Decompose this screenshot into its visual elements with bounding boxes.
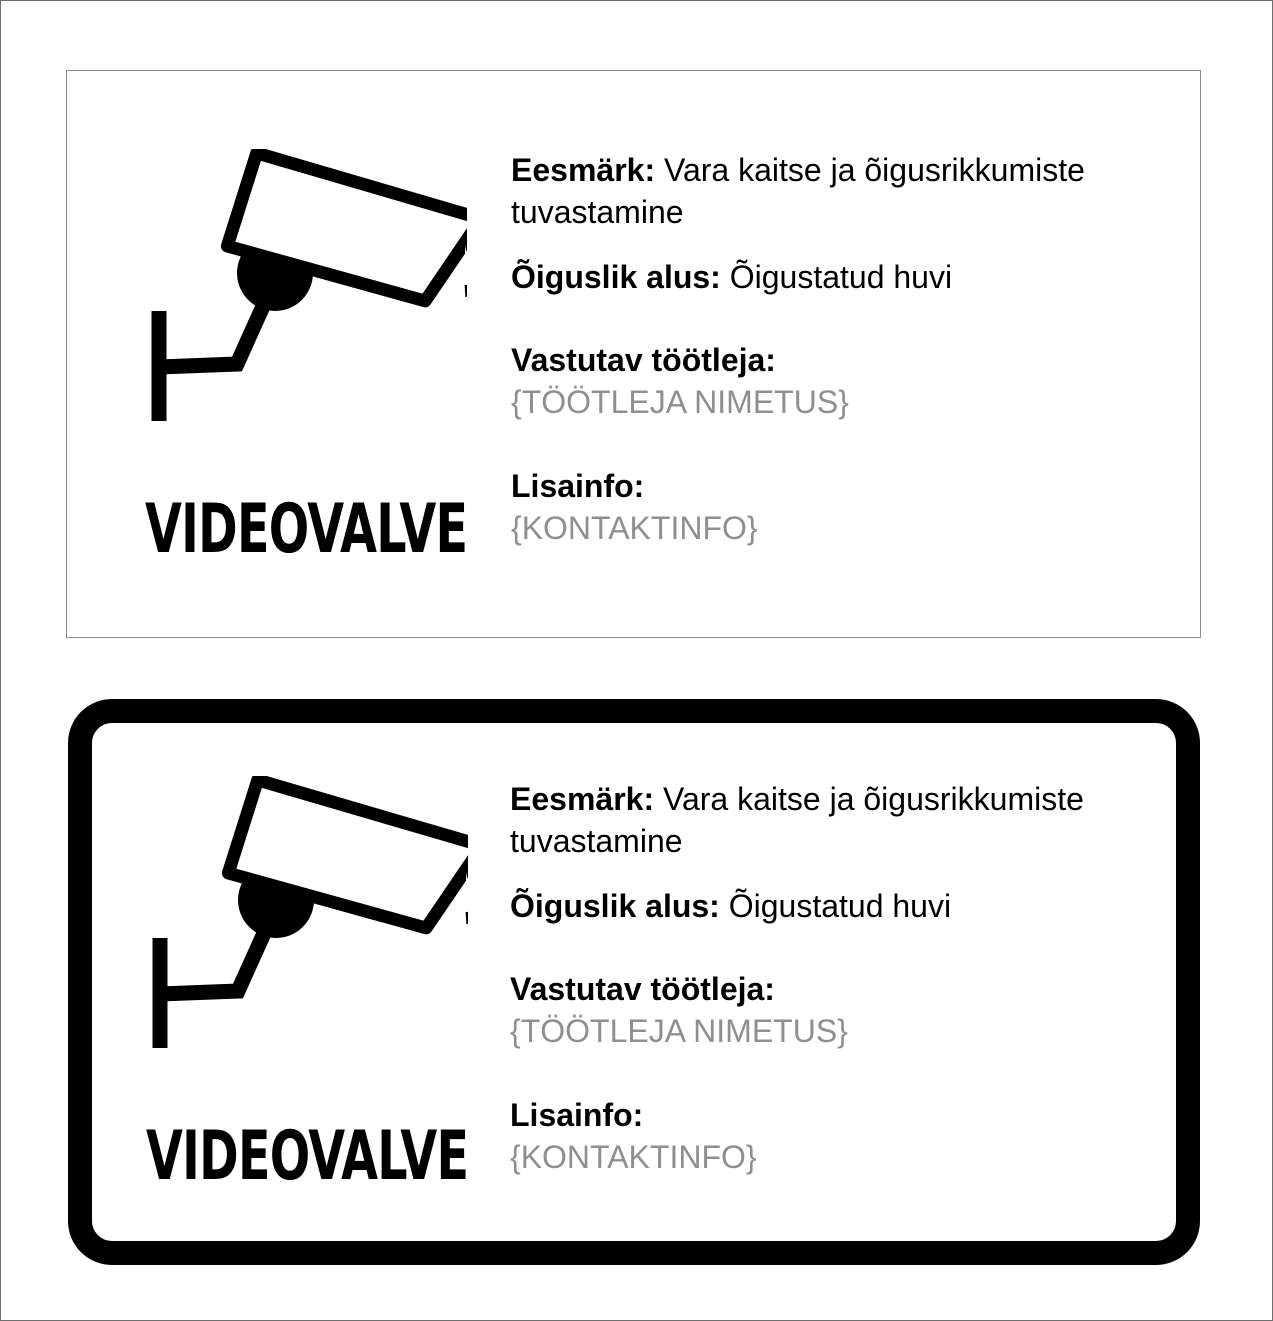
- legal-basis-value: Õigustatud huvi: [729, 259, 953, 295]
- controller-label: Vastutav töötleja:: [511, 342, 776, 378]
- additional-info-field: [510, 1094, 1150, 1178]
- legal-basis-label: Õiguslik alus:: [510, 888, 720, 924]
- legal-basis-field: [511, 256, 1151, 298]
- legal-basis-value: Õigustatud huvi: [728, 888, 952, 924]
- additional-info-label: Lisainfo:: [510, 1097, 644, 1133]
- purpose-label: Eesmärk:: [510, 781, 655, 817]
- cctv-camera-icon: [147, 149, 467, 439]
- sign-title: VIDEOVALVE: [146, 1117, 469, 1196]
- additional-info-field: [511, 465, 1151, 549]
- controller-value: {TÖÖTLEJA NIMETUS}: [510, 1013, 848, 1049]
- purpose-field: [510, 778, 1150, 862]
- video-surveillance-sign-plain: [66, 70, 1201, 638]
- video-surveillance-sign-bordered: [68, 699, 1200, 1265]
- additional-info-value: {KONTAKTINFO}: [510, 1139, 757, 1175]
- sign-title: VIDEOVALVE: [145, 490, 468, 569]
- purpose-value: Vara kaitse ja õigusrikkumiste tuvastamine: [510, 781, 1084, 859]
- additional-info-label: Lisainfo:: [511, 468, 645, 504]
- controller-label: Vastutav töötleja:: [510, 971, 775, 1007]
- controller-field: [511, 339, 1151, 423]
- legal-basis-field: [510, 885, 1150, 927]
- purpose-value: Vara kaitse ja õigusrikkumiste tuvastamine: [511, 152, 1085, 230]
- purpose-label: Eesmärk:: [511, 152, 656, 188]
- controller-field: [510, 968, 1150, 1052]
- legal-basis-label: Õiguslik alus:: [511, 259, 721, 295]
- controller-value: {TÖÖTLEJA NIMETUS}: [511, 384, 849, 420]
- purpose-field: [511, 149, 1151, 233]
- additional-info-value: {KONTAKTINFO}: [511, 510, 758, 546]
- cctv-camera-icon: [148, 776, 468, 1066]
